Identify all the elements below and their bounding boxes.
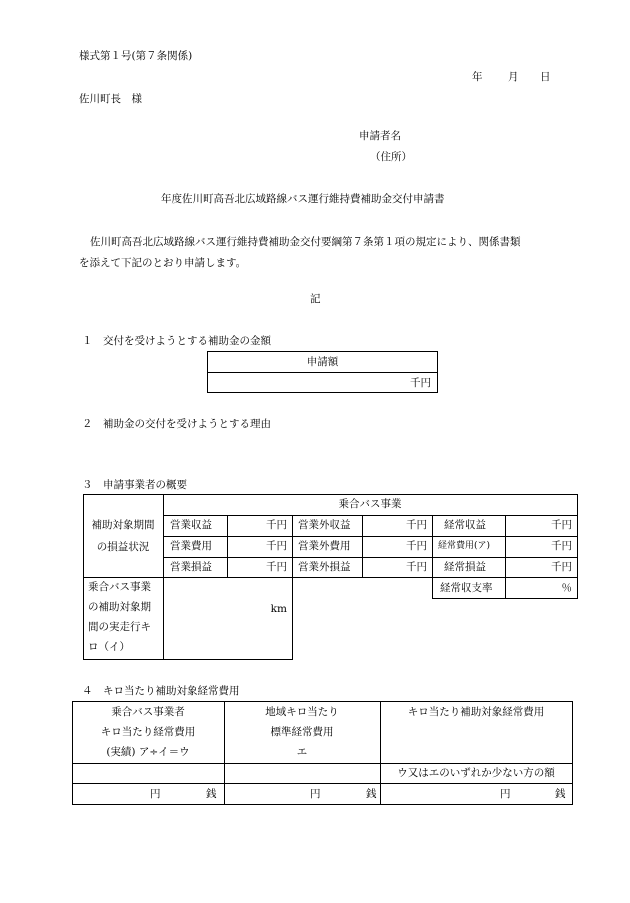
ordinary-balance-ratio-label: 経常収支率	[440, 582, 493, 594]
section3-heading: ３ 申請事業者の概要	[82, 479, 187, 491]
actual-cost-header-line-2: キロ当たり経常費用	[100, 726, 196, 738]
col2-yen-unit: 円	[310, 788, 321, 800]
non-operating-expense-label: 営業外費用	[298, 540, 351, 552]
operating-revenue-label: 営業収益	[170, 519, 212, 531]
operating-profit-unit: 千円	[266, 561, 287, 573]
form-number: 様式第１号(第７条関係)	[79, 50, 193, 62]
section1-heading: １ 交付を受けようとする補助金の金額	[82, 335, 271, 347]
section2-heading: ２ 補助金の交付を受けようとする理由	[82, 418, 271, 430]
standard-cost-header-line-2: 標準経常費用	[270, 726, 334, 738]
date-day-label: 日	[540, 71, 551, 83]
ordinary-expense-unit: 千円	[551, 540, 572, 552]
non-operating-profit-label: 営業外損益	[298, 561, 351, 573]
non-operating-expense-unit: 千円	[406, 540, 427, 552]
ordinary-profit-label: 経常損益	[444, 561, 486, 573]
km-label-line-2: の補助対象期	[88, 601, 151, 613]
col2-sen-unit: 銭	[366, 788, 377, 800]
standard-cost-header-line-1: 地域キロ当たり	[265, 706, 339, 718]
ordinary-profit-unit: 千円	[551, 561, 572, 573]
ordinary-revenue-label: 経常収益	[444, 519, 486, 531]
addressee: 佐川町長 様	[79, 93, 142, 105]
body-line-1: 佐川町高吾北広域路線バス運行維持費補助金交付要綱第７条第１項の規定により、関係書類	[90, 236, 521, 248]
operating-expense-label: 営業費用	[170, 540, 212, 552]
business-type-header: 乗合バス事業	[338, 498, 402, 510]
eligible-cost-note: ウ又はエのいずれか少ない方の額	[397, 767, 555, 779]
applicant-address-label: （住所）	[370, 151, 412, 163]
col1-yen-unit: 円	[150, 788, 161, 800]
eligible-cost-header: キロ当たり補助対象経常費用	[407, 706, 545, 718]
col3-yen-unit: 円	[500, 788, 511, 800]
pl-status-label-1: 補助対象期間	[91, 519, 155, 531]
operating-revenue-unit: 千円	[266, 519, 287, 531]
operating-profit-label: 営業損益	[170, 561, 212, 573]
grant-amount-table	[207, 351, 438, 393]
ordinary-revenue-unit: 千円	[551, 519, 572, 531]
km-unit: km	[270, 603, 287, 615]
section4-heading: ４ キロ当たり補助対象経常費用	[82, 685, 240, 697]
km-label-line-3: 間の実走行キ	[88, 621, 151, 633]
ki-marker: 記	[310, 293, 321, 305]
document-title: 年度佐川町高吾北広域路線バス運行維持費補助金交付申請書	[161, 193, 445, 205]
actual-cost-header-line-1: 乗合バス事業者	[111, 706, 185, 718]
operating-expense-unit: 千円	[266, 540, 287, 552]
non-operating-revenue-unit: 千円	[406, 519, 427, 531]
pl-status-label-2: の損益状況	[96, 541, 150, 553]
standard-cost-header-line-3: エ	[296, 746, 308, 758]
date-month-label: 月	[508, 71, 519, 83]
km-label-line-1: 乗合バス事業	[88, 581, 151, 593]
grant-amount-header: 申請額	[306, 356, 339, 368]
body-line-2: を添えて下記のとおり申請します。	[79, 257, 247, 269]
non-operating-revenue-label: 営業外収益	[298, 519, 351, 531]
km-label-line-4: ロ（イ）	[88, 641, 130, 653]
col1-sen-unit: 銭	[206, 788, 217, 800]
date-year-label: 年	[472, 71, 483, 83]
applicant-name-label: 申請者名	[359, 130, 401, 142]
ordinary-expense-label: 経常費用(ア)	[438, 541, 491, 551]
non-operating-profit-unit: 千円	[406, 561, 427, 573]
col3-sen-unit: 銭	[555, 788, 566, 800]
grant-amount-unit: 千円	[410, 377, 431, 389]
ordinary-balance-ratio-unit: ％	[561, 582, 572, 594]
actual-cost-header-line-3: (実績) ア÷イ＝ウ	[106, 746, 190, 758]
